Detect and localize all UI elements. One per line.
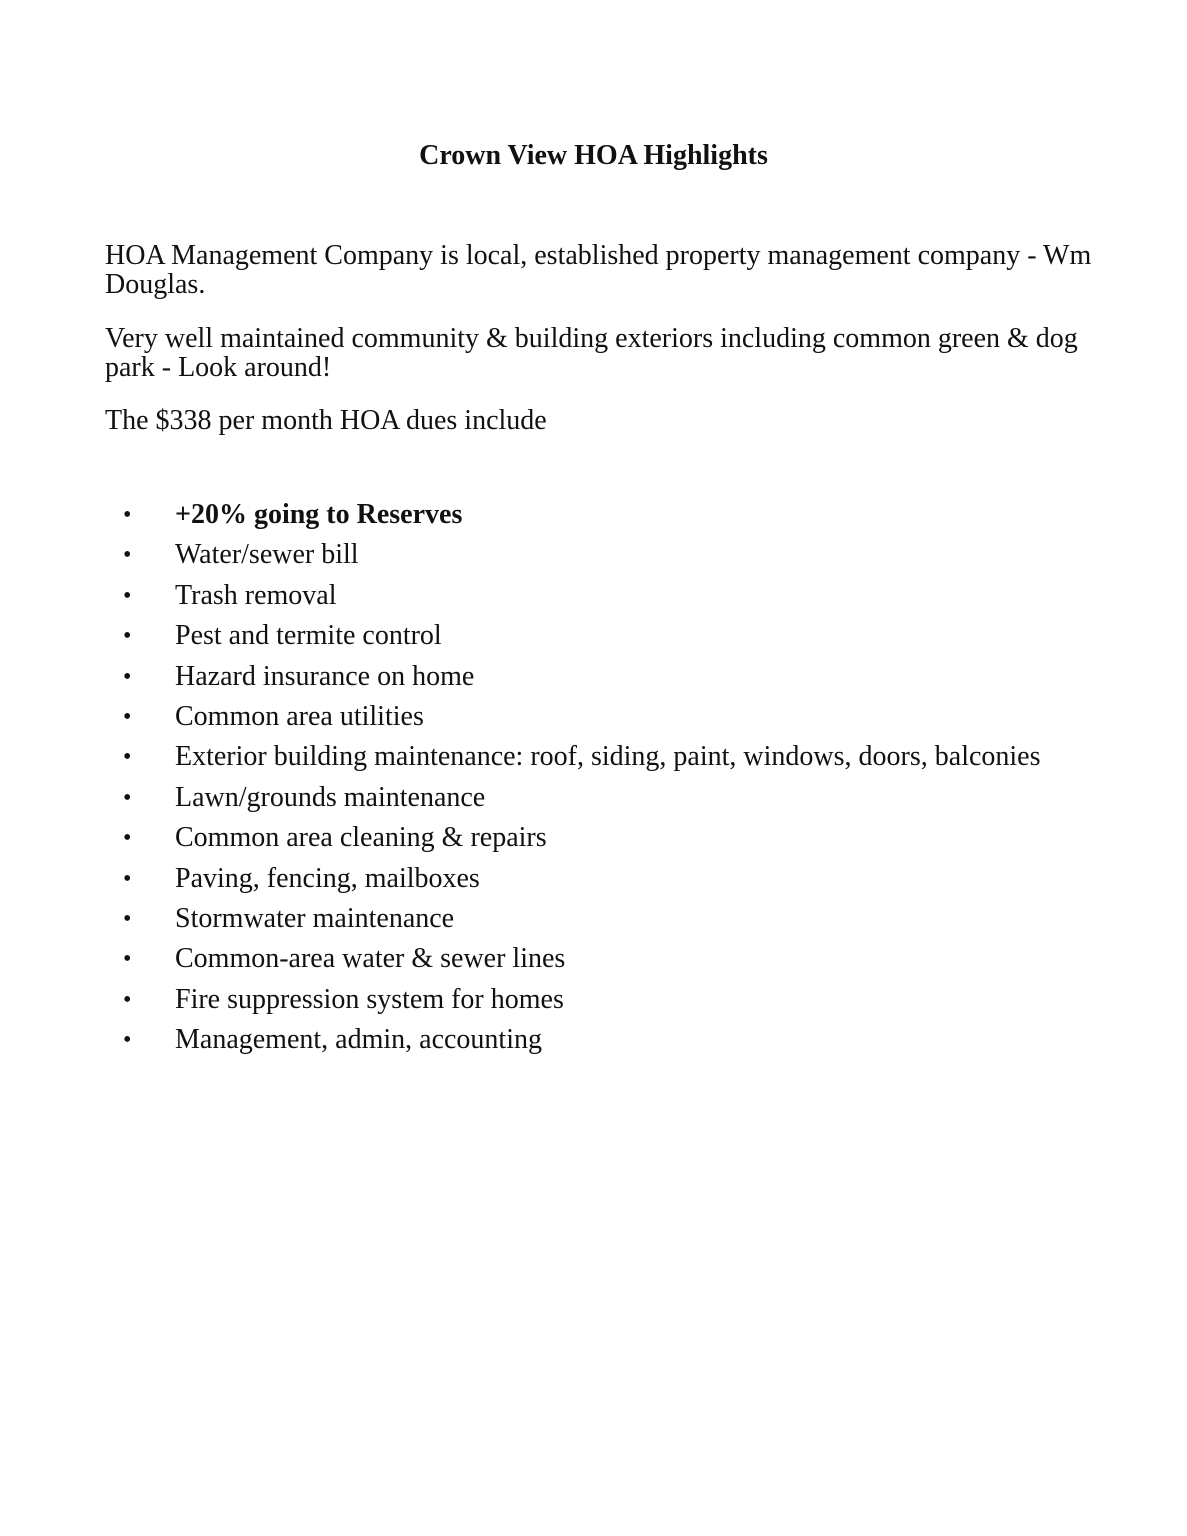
list-item-label: Fire suppression system for homes [175,983,564,1015]
bullet-icon: • [123,582,132,609]
list-item [0,537,1187,577]
list-item-label: Common area cleaning & repairs [175,822,547,854]
page-title: Crown View HOA Highlights [419,140,768,171]
list-item [0,820,1187,860]
list-item-label: Lawn/grounds maintenance [175,781,486,813]
list-item-label: Common area utilities [175,700,424,732]
bullet-icon: • [123,502,132,528]
list-item-label: Hazard insurance on home [175,660,475,692]
list-item-label: Management, admin, accounting [175,1024,542,1056]
list-item-label: Water/sewer bill [175,539,359,571]
list-item [0,699,1187,739]
bullet-icon: • [123,946,132,973]
bullet-icon: • [123,865,132,892]
bullet-icon: • [123,1027,132,1054]
list-item [0,618,1187,658]
list-item [0,659,1187,699]
list-item [0,901,1187,941]
list-item [0,739,1187,779]
bullet-icon: • [123,703,132,730]
list-item [0,982,1187,1022]
list-item-label: Exterior building maintenance: roof, siding, paint, windows, doors, balconies [175,741,1041,773]
management-company-paragraph: HOA Management Company is local, established property management company - Wm Douglas. [105,240,1092,300]
bullet-icon: • [123,542,132,569]
list-item-label: +20% going to Reserves [175,499,463,530]
list-item-label: Common-area water & sewer lines [175,943,566,975]
list-item [0,1022,1187,1062]
bullet-icon: • [123,623,132,650]
bullet-icon: • [123,744,132,771]
dues-include-list [0,497,1187,1062]
list-item [0,861,1187,901]
bullet-icon: • [123,825,132,852]
list-item-label: Paving, fencing, mailboxes [175,862,480,894]
list-item-label: Trash removal [175,579,337,611]
list-item [0,780,1187,820]
hoa-dues-paragraph: The $338 per month HOA dues include [105,405,547,436]
list-item [0,941,1187,981]
bullet-icon: • [123,905,132,932]
community-maintenance-paragraph: Very well maintained community & building exteriors including common green & dog park - Look around! [105,323,1078,383]
bullet-icon: • [123,986,132,1013]
list-item-label: Pest and termite control [175,620,442,652]
list-item-label: Stormwater maintenance [175,902,455,934]
list-item [0,497,1187,537]
list-item [0,578,1187,618]
bullet-icon: • [123,784,132,811]
bullet-icon: • [123,663,132,690]
